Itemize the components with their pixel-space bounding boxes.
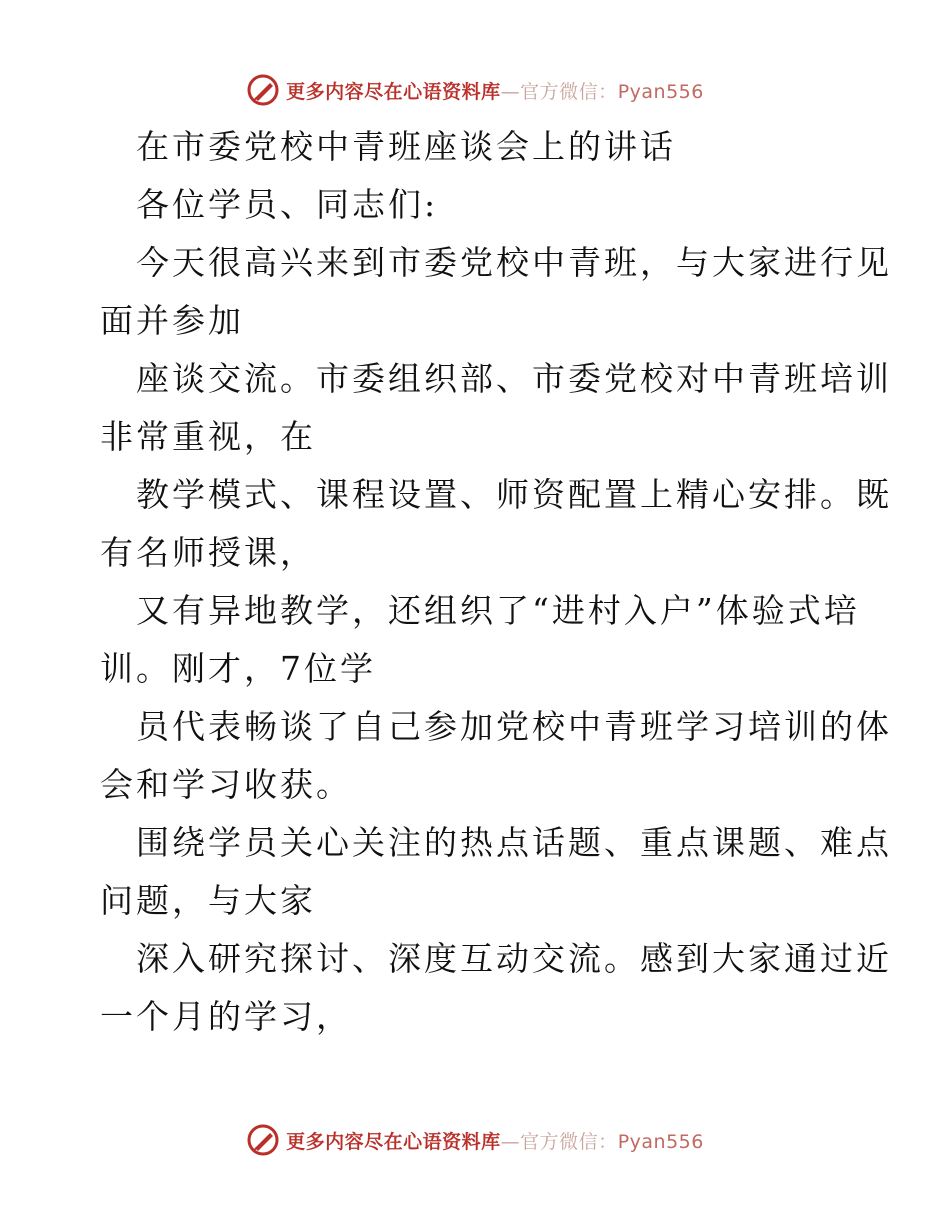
footer-watermark-banner [0,1120,950,1160]
header-banner-id: Pyan556 [617,80,704,103]
body-line: 有名师授课， [100,533,316,572]
header-banner-label: 官方微信： [520,80,618,103]
header-banner-strong: 更多内容尽在心语资料库 [286,80,501,103]
header-banner-dash: — [500,80,521,103]
body-line: 会和学习收获。 [100,765,352,804]
body-line: 问题，与大家 [100,881,316,920]
salutation: 各位学员、同志们: [136,185,439,224]
footer-banner-label: 官方微信： [520,1130,618,1153]
footer-banner-text [286,1127,704,1154]
body-line: 员代表畅谈了自己参加党校中青班学习培训的体 [136,707,892,746]
body-line: 座谈交流。市委组织部、市委党校对中青班培训 [136,359,892,398]
pen-logo-icon [246,1123,280,1157]
footer-banner-strong: 更多内容尽在心语资料库 [286,1130,501,1153]
body-line: 非常重视，在 [100,417,316,456]
body-line: 围绕学员关心关注的热点话题、重点课题、难点 [136,823,892,862]
footer-banner-dash: — [500,1130,521,1153]
body-line: 训。刚才，7位学 [100,649,376,688]
header-watermark-banner [0,70,950,110]
document-title: 在市委党校中青班座谈会上的讲话 [136,127,676,166]
body-line: 面并参加 [100,301,244,340]
body-line: 又有异地教学，还组织了“进村入户”体验式培 [136,591,860,630]
body-line: 深入研究探讨、深度互动交流。感到大家通过近 [136,939,892,978]
document-body [100,118,892,1046]
footer-banner-id: Pyan556 [617,1130,704,1153]
pen-logo-icon [246,73,280,107]
header-banner-text [286,77,704,104]
body-line: 今天很高兴来到市委党校中青班，与大家进行见 [136,243,892,282]
body-line: 一个月的学习， [100,997,352,1036]
body-line: 教学模式、课程设置、师资配置上精心安排。既 [136,475,892,514]
